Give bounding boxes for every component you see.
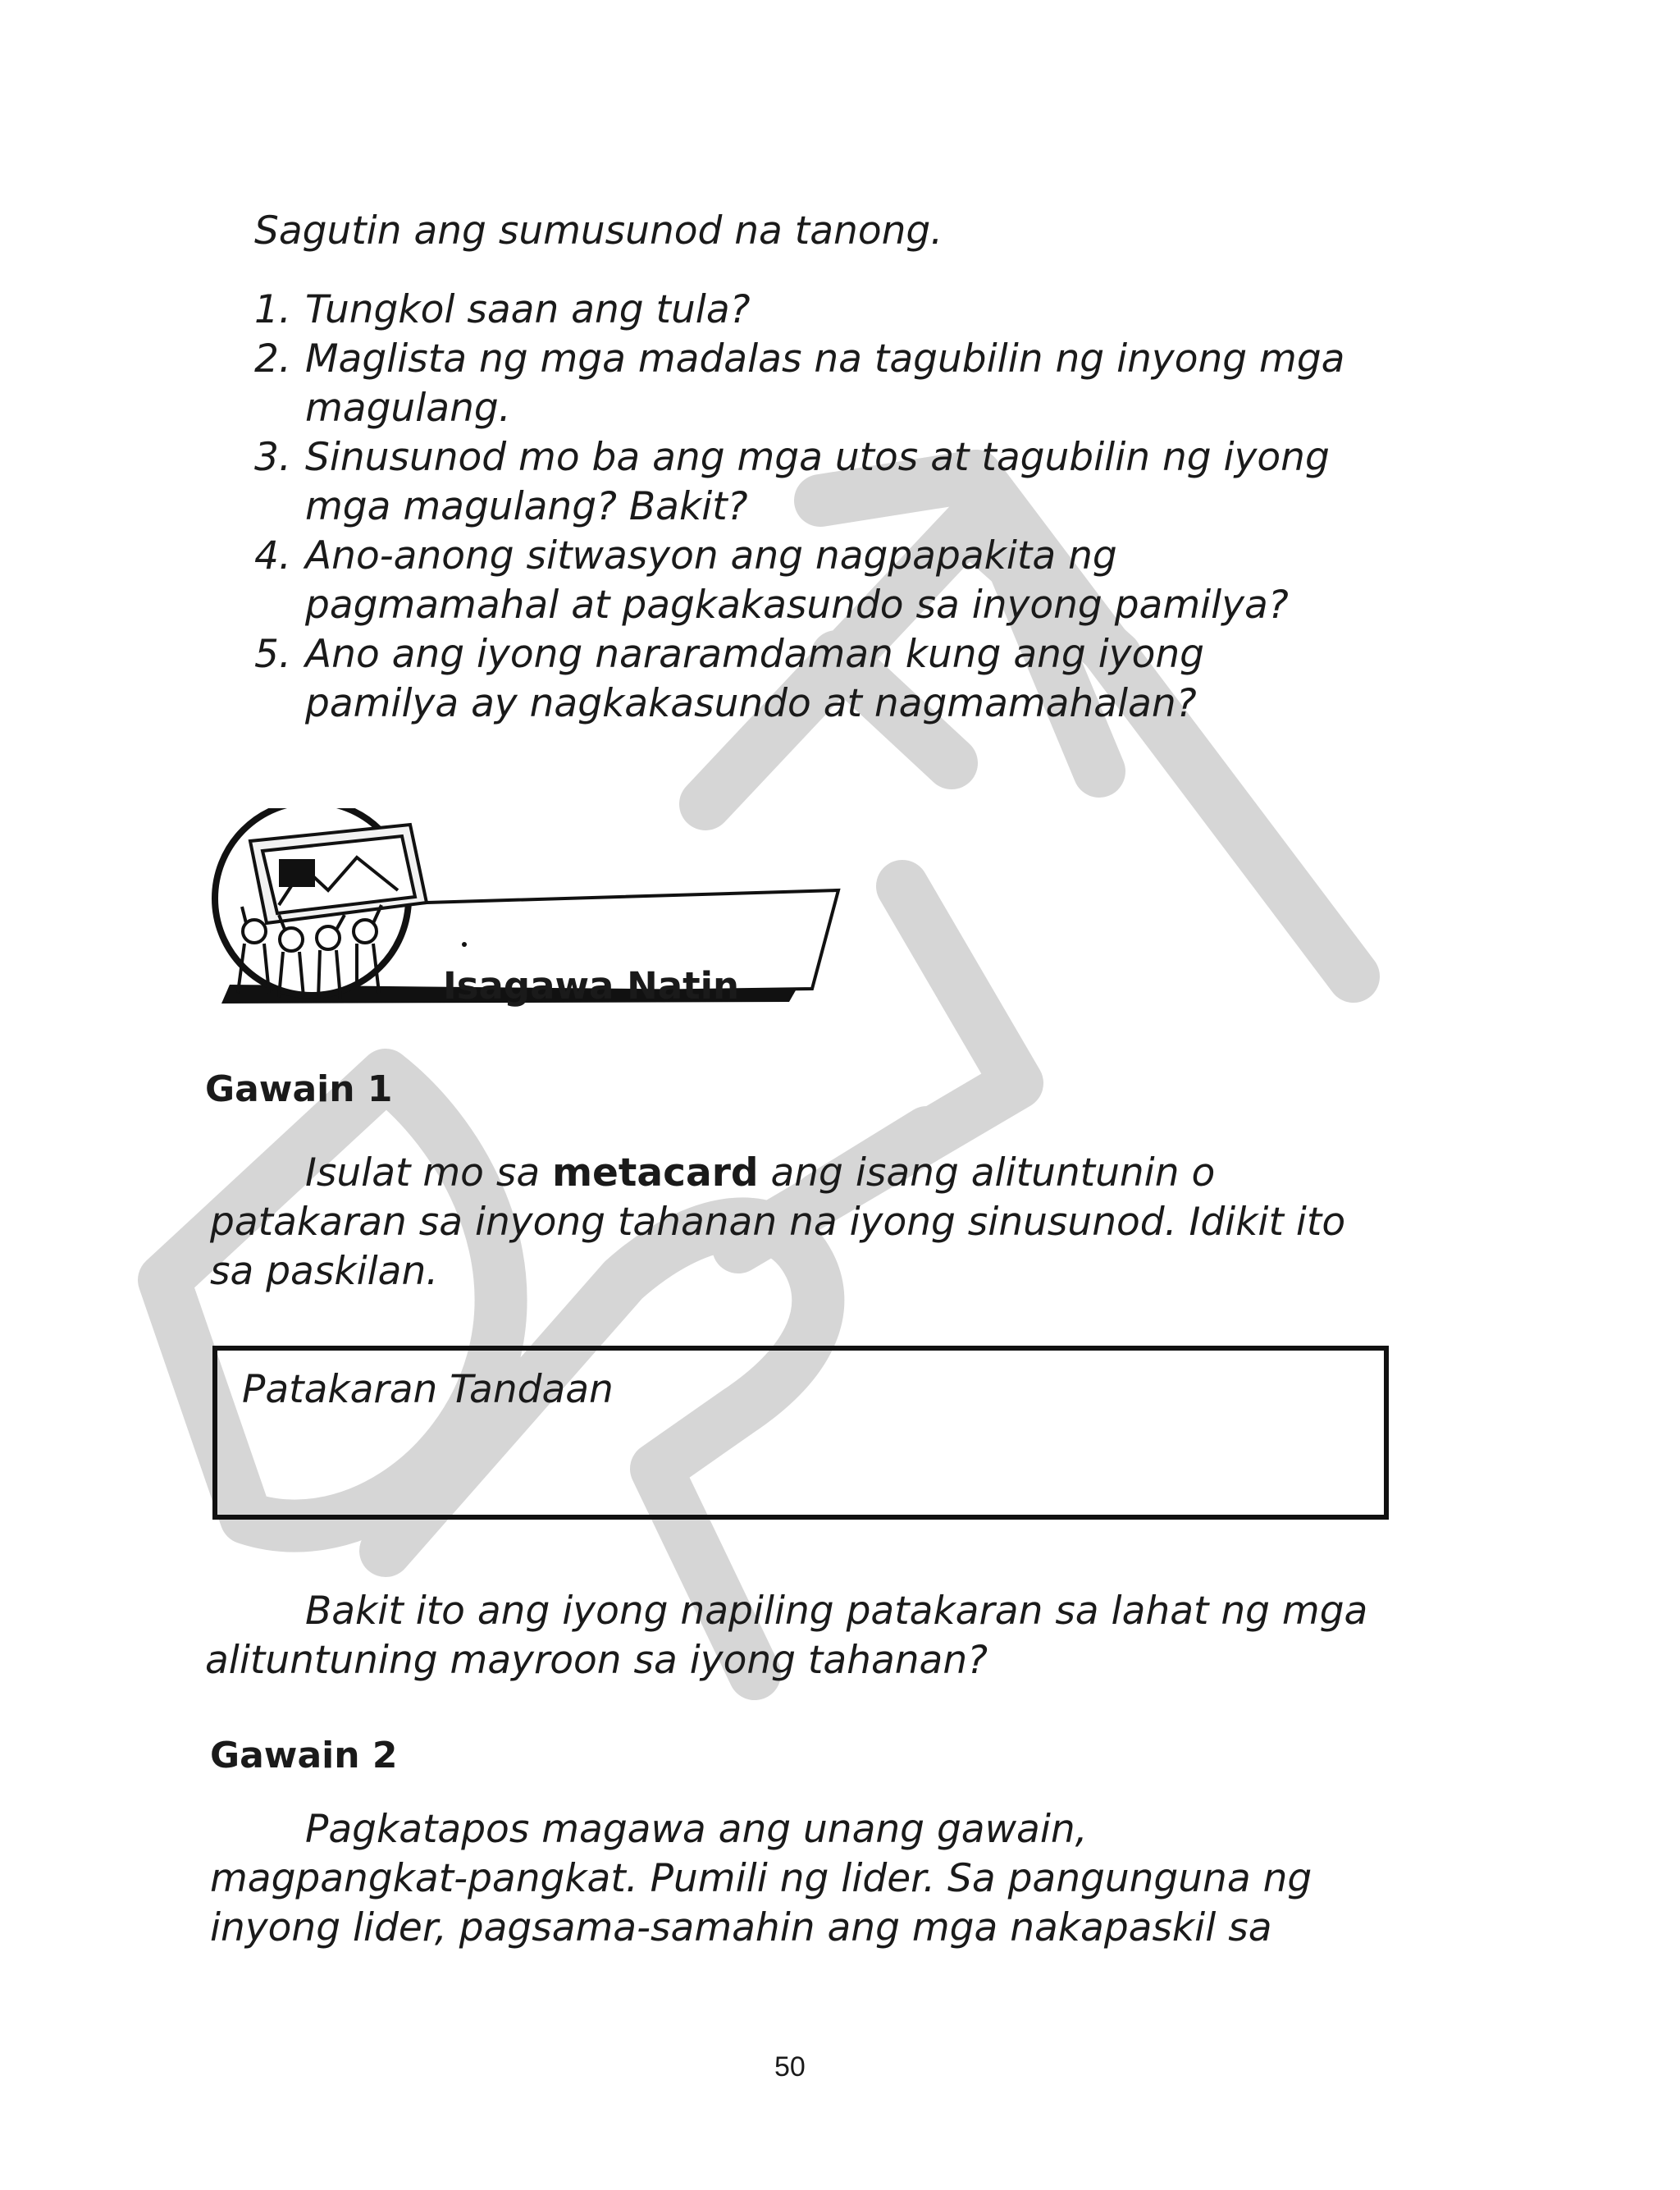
gawain-1-paragraph-line-1 bbox=[305, 1149, 1215, 1198]
question-number: 1. bbox=[254, 287, 291, 332]
question-number: 3. bbox=[254, 435, 291, 480]
question-5-continued: pamilya ay nagkakasundo at nagmamahalan? bbox=[305, 681, 1197, 726]
gawain-1-paragraph-line-3: sa paskilan. bbox=[210, 1249, 439, 1294]
gawain-1-question-line-2: alituntuning mayroon sa iyong tahanan? bbox=[205, 1638, 988, 1683]
question-text: Maglista ng mga madalas na tagubilin ng inyong mga bbox=[305, 336, 1345, 382]
question-text: Tungkol saan ang tula? bbox=[305, 287, 751, 332]
section-title: Isagawa Natin bbox=[443, 964, 740, 1008]
question-text: Sinusunod mo ba ang mga utos at tagubilin ng iyong bbox=[305, 435, 1330, 480]
question-3-continued: mga magulang? Bakit? bbox=[305, 484, 748, 529]
gawain-2-line-3: inyong lider, pagsama-samahin ang mga nakapaskil sa bbox=[210, 1905, 1272, 1950]
question-number: 2. bbox=[254, 336, 291, 382]
gawain-1-heading: Gawain 1 bbox=[205, 1068, 393, 1110]
question-5 bbox=[254, 630, 1204, 679]
gawain-2-line-2: magpangkat-pangkat. Pumili ng lider. Sa pangunguna ng bbox=[210, 1856, 1312, 1901]
question-2 bbox=[254, 335, 1344, 384]
gawain-1-question-line-1: Bakit ito ang iyong napiling patakaran sa lahat ng mga bbox=[305, 1589, 1368, 1634]
question-4-continued: pagmamahal at pagkakasundo sa inyong pamilya? bbox=[305, 583, 1289, 628]
gawain-2-line-1: Pagkatapos magawa ang unang gawain, bbox=[305, 1807, 1088, 1852]
metacard-term: metacard bbox=[552, 1150, 759, 1196]
question-3 bbox=[254, 433, 1330, 482]
gawain-1-paragraph-line-2: patakaran sa inyong tahanan na iyong sinusunod. Idikit ito bbox=[210, 1200, 1346, 1245]
metacard-box-label: Patakaran Tandaan bbox=[242, 1367, 614, 1412]
question-number: 5. bbox=[254, 632, 291, 677]
page-number: 50 bbox=[774, 2051, 806, 2083]
question-number: 4. bbox=[254, 533, 291, 578]
question-1 bbox=[254, 286, 751, 335]
metacard-box bbox=[212, 1346, 1389, 1520]
question-4 bbox=[254, 532, 1117, 581]
gawain-1-text: Isulat mo sa bbox=[305, 1150, 553, 1196]
question-2-continued: magulang. bbox=[305, 386, 511, 431]
instruction-text: Sagutin ang sumusunod na tanong. bbox=[254, 208, 943, 254]
gawain-1-text: ang isang alituntunin o bbox=[758, 1150, 1216, 1196]
question-text: Ano ang iyong nararamdaman kung ang iyong bbox=[305, 632, 1204, 677]
gawain-2-heading: Gawain 2 bbox=[210, 1735, 398, 1776]
question-text: Ano-anong sitwasyon ang nagpapakita ng bbox=[305, 533, 1117, 578]
